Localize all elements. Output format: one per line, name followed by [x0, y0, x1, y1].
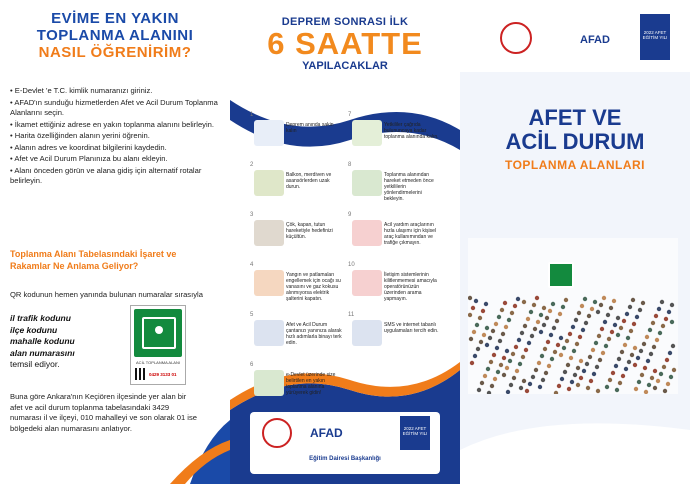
step-number: 6 — [250, 362, 254, 368]
left-title: EVİME EN YAKIN TOPLANMA ALANINI NASIL ÖĞRENİRİM? — [36, 10, 194, 61]
instruction-item: • Alanı önceden görün ve alana gidiş için alternatif rotalar belirleyin. — [10, 165, 202, 185]
middle-footer: AFAD 2022 AFET EĞİTİM YILI Eğitim Dairesi Başkanlığı — [250, 412, 440, 474]
example-text: Buna göre Ankara'nın Keçiören ilçesinde yer alan bir afet ve acil durum toplanma tabelasındaki 3429 numarası il ve ilçeyi, 010 mahalleyi ve son olarak 01 ise bölgedeki alan numarasını anlatıyor. — [10, 392, 197, 433]
assembly-icon — [134, 309, 182, 357]
step-text: Yetkililer çağrıda bulununcaya kadar toplanma alanında kalın. — [384, 122, 439, 140]
step-text: Acil yardım araçlarının hızla ulaşımı için kişisel araç kullanımından ve trafiğe çıkmayın. — [384, 222, 436, 246]
instruction-item: • İkamet ettiğiniz adrese en yakın toplanma alanını belirleyin. — [10, 119, 215, 129]
step-illustration-icon — [352, 270, 382, 296]
step-text: Deprem anında sakin kalın — [286, 122, 334, 134]
step-illustration-icon — [352, 320, 382, 346]
step-illustration-icon — [254, 370, 284, 396]
step-text: Afet ve Acil Durum çantanızı yanınıza alarak hızlı adımlarla binayı terk edin. — [286, 322, 342, 346]
crowd-image — [468, 238, 678, 394]
step-number: 10 — [348, 262, 355, 268]
instruction-item: • Alanın adres ve koordinat bilgilerini kaydedin. — [10, 142, 167, 152]
right-waves — [460, 390, 690, 484]
step-illustration-icon — [352, 220, 382, 246]
step-illustration-icon — [254, 170, 284, 196]
right-title: AFET VE ACİL DURUM TOPLANMA ALANLARI — [504, 105, 646, 172]
step-number: 3 — [250, 212, 254, 218]
emblem-icon — [262, 418, 292, 448]
step-number: 1 — [250, 112, 254, 118]
middle-panel — [230, 0, 460, 484]
emblem-icon — [500, 22, 532, 54]
step-number: 8 — [348, 162, 352, 168]
assembly-sign: ACİL TOPLANMA ALANI 0429 3133 01 — [130, 305, 186, 385]
step-number: 5 — [250, 312, 254, 318]
instruction-item: • AFAD'ın sunduğu hizmetlerden Afet ve Acil Durum Toplanma Alanlarını seçin. — [10, 97, 218, 117]
step-number: 7 — [348, 112, 352, 118]
instruction-list — [10, 86, 222, 188]
step-number: 2 — [250, 162, 254, 168]
step-illustration-icon — [254, 270, 284, 296]
step-illustration-icon — [254, 220, 284, 246]
step-number: 11 — [348, 312, 355, 318]
top-logos: AFAD 2022 AFET EĞİTİM YILI — [460, 0, 690, 72]
instruction-item: • Afet ve Acil Durum Planınıza bu alanı ekleyin. — [10, 154, 168, 163]
left-panel — [0, 0, 230, 484]
step-illustration-icon — [352, 120, 382, 146]
middle-heading: DEPREM SONRASI İLK 6 SAATTE YAPILACAKLAR — [267, 16, 423, 72]
step-illustration-icon — [352, 170, 382, 196]
step-text: İletişim sistemlerinin kilitlenmemesi amacıyla operatörünüzün üzerinden arama yapmayın. — [384, 272, 437, 302]
step-text: e-Devlet üzerinde size belirtilen en yakın toplanma alanına yürüyerek gidin! — [286, 372, 336, 396]
sign-title: Toplanma Alanı Tabelasındaki İşaret ve Rakamlar Ne Anlama Geliyor? — [10, 249, 177, 271]
step-text: Balkon, merdiven ve asansörlerden uzak durun. — [286, 172, 332, 190]
step-number: 4 — [250, 262, 254, 268]
code-list: il trafik kodunu ilçe kodunu mahalle kodunu alan numarasını temsil ediyor. — [10, 313, 75, 369]
year-logo: 2022 AFET EĞİTİM YILI — [640, 14, 670, 60]
decorative-waves — [0, 400, 230, 484]
step-text: Yangın ve patlamaları engellemek için ocağı su vanasını ve gaz kokusu alınmıyorsa elektrik şalterini kapatın. — [286, 272, 341, 302]
qr-text: QR kodunun hemen yanında bulunan numaralar sırasıyla — [10, 290, 203, 299]
step-number: 9 — [348, 212, 352, 218]
assembly-icon — [548, 262, 574, 288]
step-text: Çök, kapan, tutun hareketiyle hedefinizi küçültün. — [286, 222, 333, 240]
instruction-item: • E-Devlet 'e T.C. kimlik numaranızı giriniz. — [10, 86, 153, 95]
step-text: Toplanma alanından hareket etmeden önce yetkililerin yönlendirmelerini bekleyin. — [384, 172, 434, 202]
instruction-item: • Harita özelliğinden alanın yerini öğrenin. — [10, 131, 150, 140]
qr-code-icon — [135, 368, 147, 380]
step-illustration-icon — [254, 120, 284, 146]
step-illustration-icon — [254, 320, 284, 346]
year-logo: 2022 AFET EĞİTİM YILI — [400, 416, 430, 450]
right-panel — [460, 0, 690, 484]
step-text: SMS ve internet tabanlı uygulamaları tercih edin. — [384, 322, 439, 334]
